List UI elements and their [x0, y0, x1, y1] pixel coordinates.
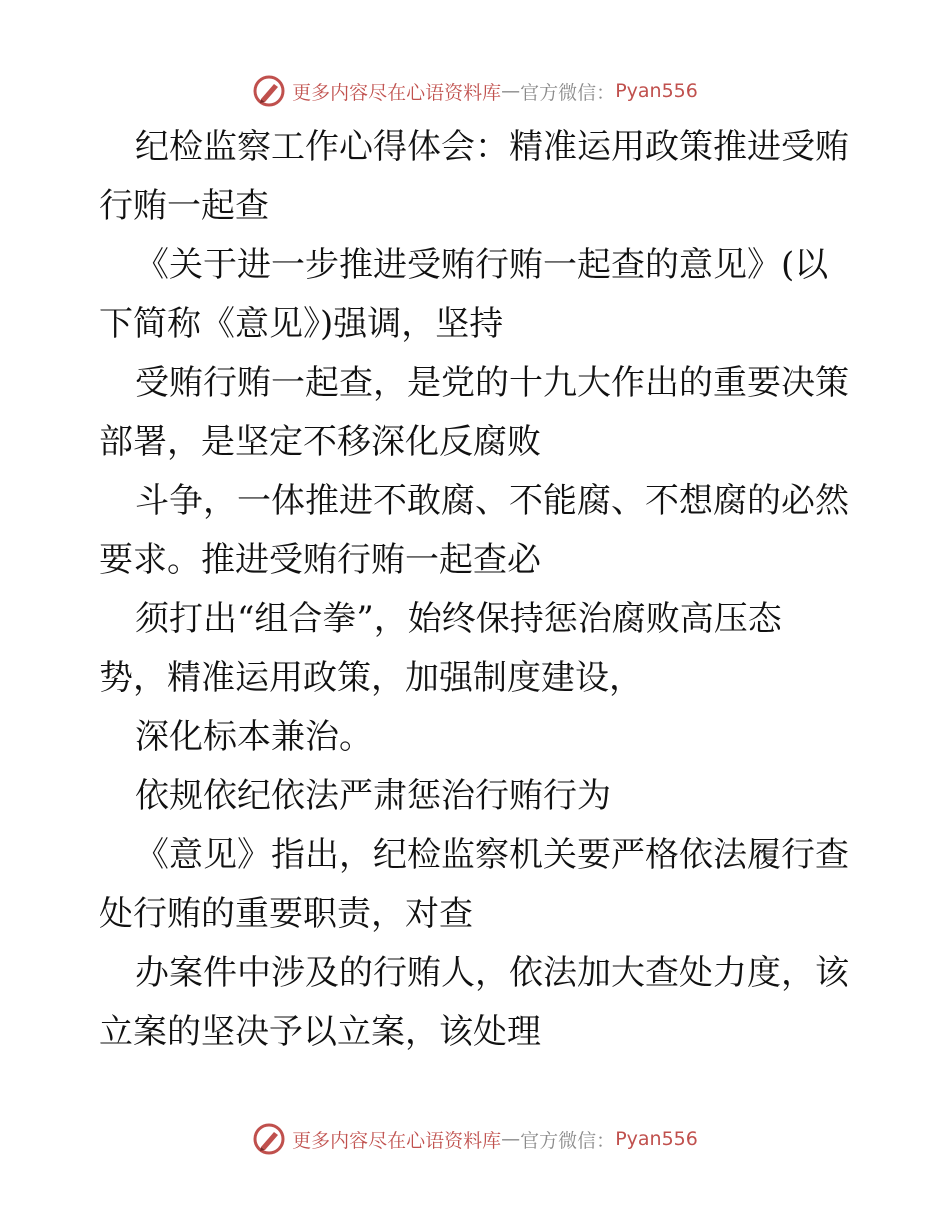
- pen-logo-icon: [252, 1122, 286, 1156]
- header-wechat-label: 官方微信：: [520, 81, 616, 104]
- footer-site-text: 更多内容尽在心语资料库: [292, 1129, 502, 1152]
- footer-account: Pyan556: [615, 1128, 698, 1150]
- text-line: 深化标本兼治。: [135, 717, 373, 757]
- text-line: 要求。推进受贿行贿一起查必: [99, 540, 541, 580]
- paragraph: [99, 708, 859, 767]
- paragraph: [99, 826, 859, 944]
- text-line: 《关于进一步推进受贿行贿一起查的意见》(以: [135, 245, 829, 285]
- text-line: 立案的坚决予以立案，该处理: [99, 1012, 541, 1052]
- text-line: 须打出“组合拳”，始终保持惩治腐败高压态: [135, 599, 782, 639]
- text-line: 斗争，一体推进不敢腐、不能腐、不想腐的必然: [135, 481, 849, 521]
- header-site-text: 更多内容尽在心语资料库: [292, 81, 502, 104]
- pen-logo-icon: [252, 74, 286, 108]
- document-body: [99, 118, 859, 1062]
- header-account: Pyan556: [615, 80, 698, 102]
- text-line: 受贿行贿一起查，是党的十九大作出的重要决策: [135, 363, 849, 403]
- text-line: 《意见》指出，纪检监察机关要严格依法履行查: [135, 835, 849, 875]
- text-line: 势，精准运用政策，加强制度建设，: [99, 658, 643, 698]
- text-line: 办案件中涉及的行贿人，依法加大查处力度，该: [135, 953, 849, 993]
- text-line: 行贿一起查: [99, 186, 269, 226]
- paragraph: [99, 944, 859, 1062]
- paragraph: [99, 354, 859, 472]
- footer-separator: —: [501, 1128, 521, 1150]
- footer-banner: [0, 1119, 950, 1159]
- paragraph: [99, 472, 859, 590]
- text-line: 依规依纪依法严肃惩治行贿行为: [135, 776, 611, 816]
- paragraph: [99, 236, 859, 354]
- paragraph: [99, 590, 859, 708]
- header-banner: [0, 71, 950, 111]
- header-separator: —: [501, 80, 521, 102]
- text-line: 纪检监察工作心得体会：精准运用政策推进受贿: [135, 127, 849, 167]
- text-line: 部署，是坚定不移深化反腐败: [99, 422, 541, 462]
- text-line: 下简称《意见》)强调，坚持: [99, 304, 504, 344]
- footer-wechat-label: 官方微信：: [520, 1129, 616, 1152]
- text-line: 处行贿的重要职责，对查: [99, 894, 473, 934]
- section-heading: [99, 767, 859, 826]
- paragraph-title: [99, 118, 859, 236]
